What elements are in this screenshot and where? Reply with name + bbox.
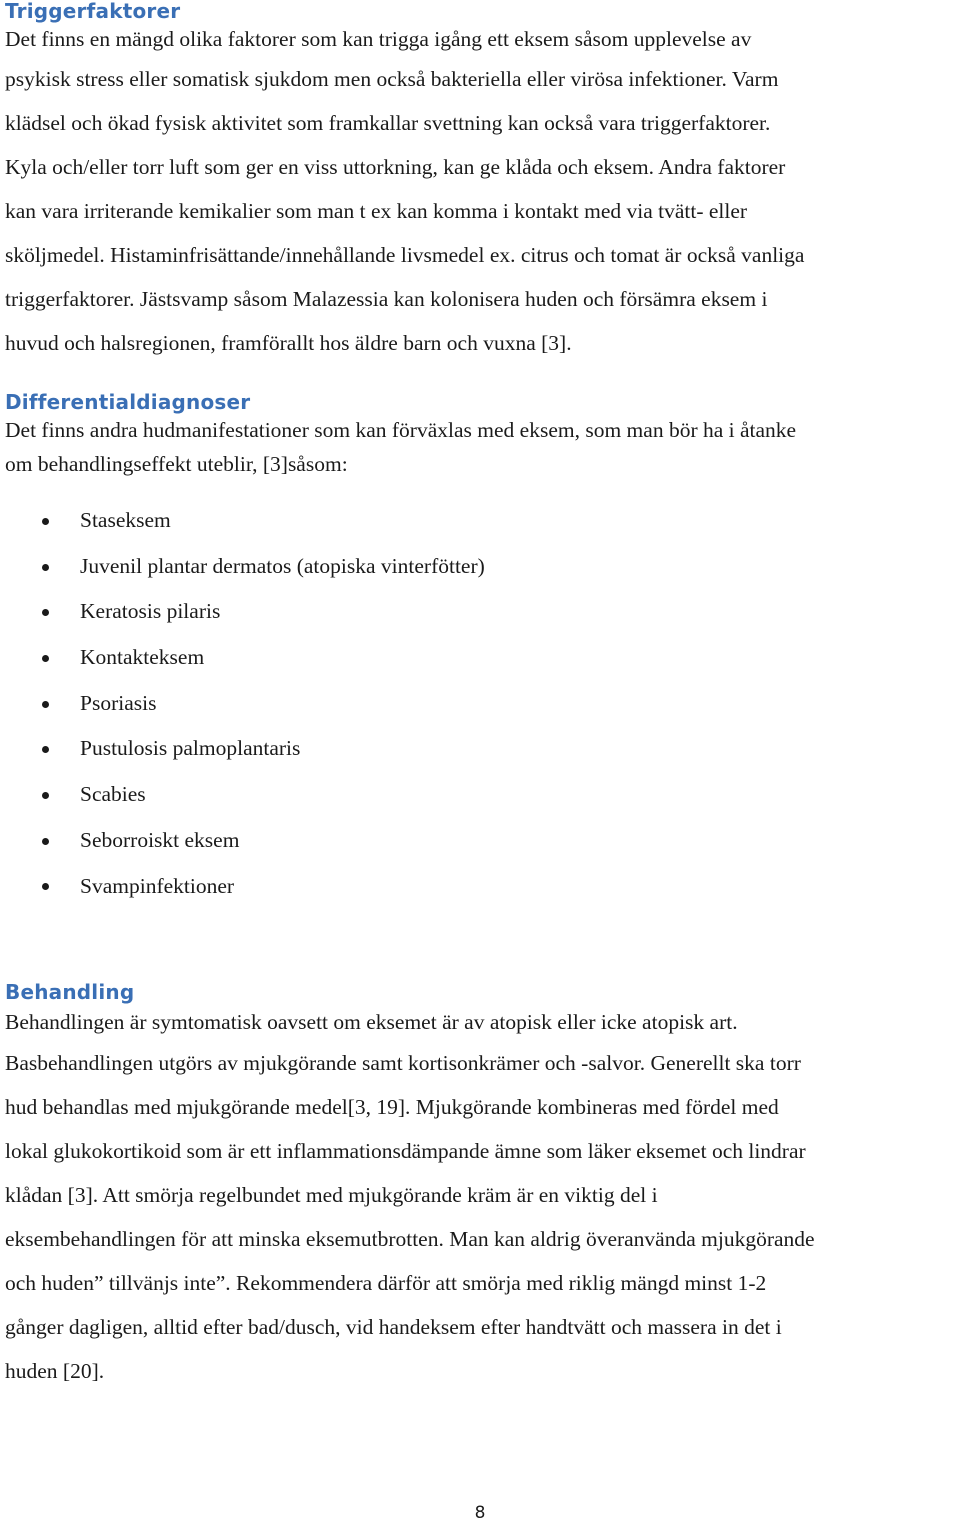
list-item	[5, 864, 960, 910]
list-item-label: Seborroiskt eksem	[80, 827, 240, 852]
paragraph-differential	[5, 413, 960, 481]
bullet-icon	[42, 655, 49, 662]
list-item-label: Staseksem	[80, 508, 171, 532]
list-item-label: Psoriasis	[80, 690, 157, 715]
list-item-label: Kontakteksem	[80, 645, 205, 670]
bullet-icon	[42, 564, 49, 571]
document-page	[5, 0, 960, 1393]
text-line: klådan [3]. Att smörja regelbundet med mjukgörande kräm är en viktig del i	[5, 1183, 658, 1208]
list-item	[5, 818, 960, 864]
text-line: huden [20].	[5, 1359, 105, 1384]
list-item-label: Scabies	[80, 782, 146, 807]
text-line: hud behandlas med mjukgörande medel[3, 19]. Mjukgörande kombineras med fördel med	[5, 1095, 779, 1120]
bullet-icon	[42, 883, 49, 890]
text-line: kan vara irriterande kemikalier som man t ex kan komma i kontakt med via tvätt- eller	[5, 199, 748, 223]
list-item	[5, 498, 960, 544]
bullet-icon	[42, 838, 49, 845]
text-line: om behandlingseffekt uteblir, [3]såsom:	[5, 452, 348, 476]
text-line: Det finns en mängd olika faktorer som kan trigga igång ett eksem såsom upplevelse av	[5, 27, 752, 51]
text-line: Basbehandlingen utgörs av mjukgörande samt kortisonkrämer och -salvor. Generellt ska torr	[5, 1051, 801, 1076]
text-line: klädsel och ökad fysisk aktivitet som framkallar svettning kan också vara triggerfaktorer.	[5, 111, 771, 135]
section-triggers	[5, 0, 960, 365]
list-item-label: Juvenil plantar dermatos (atopiska vinterfötter)	[80, 553, 485, 578]
list-item	[5, 589, 960, 635]
text-line: och huden” tillvänjs inte”. Rekommendera därför att smörja med riklig mängd minst 1-2	[5, 1271, 767, 1296]
list-item	[5, 726, 960, 772]
bullet-icon	[42, 609, 49, 616]
list-item-label: Svampinfektioner	[80, 873, 235, 898]
bullet-icon	[42, 792, 49, 799]
heading-differential: Differentialdiagnoser	[5, 390, 251, 414]
text-line: lokal glukokortikoid som är ett inflammationsdämpande ämne som läker eksemet och lindrar	[5, 1139, 806, 1164]
list-item	[5, 544, 960, 590]
bullet-icon	[42, 701, 49, 708]
bullet-icon	[42, 746, 49, 753]
text-line: gånger dagligen, alltid efter bad/dusch, vid handeksem efter handtvätt och massera in det i	[5, 1315, 782, 1340]
text-line: Det finns andra hudmanifestationer som kan förväxlas med eksem, som man bör ha i åtanke	[5, 418, 797, 442]
list-item	[5, 772, 960, 818]
text-line: eksembehandlingen för att minska eksemutbrotten. Man kan aldrig överanvända mjukgörande	[5, 1227, 815, 1252]
list-item-label: Keratosis pilaris	[80, 599, 221, 624]
text-line: Kyla och/eller torr luft som ger en viss uttorkning, kan ge klåda och eksem. Andra faktorer	[5, 155, 786, 179]
text-line: triggerfaktorer. Jästsvamp såsom Malazessia kan kolonisera huden och försämra eksem i	[5, 287, 768, 311]
heading-treatment: Behandling	[5, 980, 135, 1005]
text-line: huvud och halsregionen, framförallt hos äldre barn och vuxna [3].	[5, 331, 572, 355]
paragraph-treatment	[5, 1003, 960, 1393]
text-line: sköljmedel. Histaminfrisättande/innehållande livsmedel ex. citrus och tomat är också vanliga	[5, 243, 805, 267]
text-line: psykisk stress eller somatisk sjukdom men också bakteriella eller virösa infektioner. Varm	[5, 67, 779, 91]
bullet-icon	[42, 518, 49, 525]
paragraph-triggers	[5, 21, 960, 365]
list-item-label: Pustulosis palmoplantaris	[80, 736, 301, 761]
page-number: 8	[474, 1503, 486, 1523]
list-item	[5, 635, 960, 681]
list-item	[5, 681, 960, 727]
section-differential	[5, 391, 960, 909]
differential-list	[5, 498, 960, 909]
section-treatment	[5, 981, 960, 1393]
text-line: Behandlingen är symtomatisk oavsett om eksemet är av atopisk eller icke atopisk art.	[5, 1010, 738, 1035]
heading-triggers: Triggerfaktorer	[5, 0, 181, 23]
